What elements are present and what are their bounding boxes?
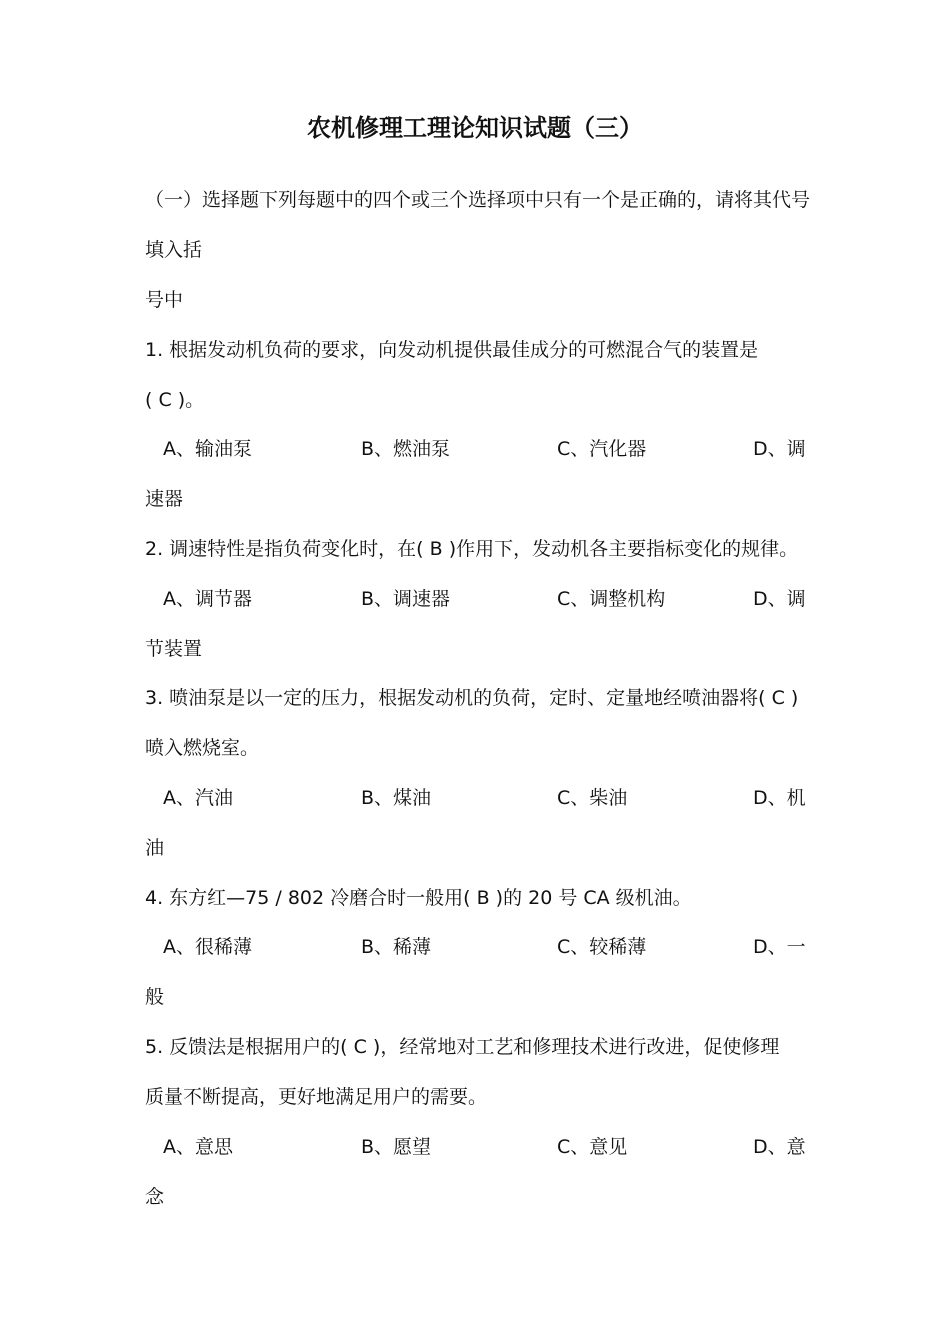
- option-d-wrap: 速器: [145, 488, 184, 510]
- option-c: C、较稀薄: [557, 936, 647, 958]
- option-c: C、汽化器: [557, 438, 647, 460]
- question-stem: 3. 喷油泵是以一定的压力，根据发动机的负荷，定时、定量地经喷油器将( C ): [145, 687, 799, 709]
- instructions-line-2: 填入括: [145, 239, 203, 261]
- option-d: D、调: [753, 588, 806, 610]
- instructions-line-1: （一）选择题下列每题中的四个或三个选择项中只有一个是正确的，请将其代号: [145, 189, 811, 211]
- option-d: D、机: [753, 787, 806, 809]
- option-b: B、稀薄: [361, 936, 432, 958]
- question-stem: 2. 调速特性是指负荷变化时，在( B )作用下，发动机各主要指标变化的规律。: [145, 538, 799, 560]
- option-c: C、柴油: [557, 787, 628, 809]
- option-b: B、调速器: [361, 588, 451, 610]
- option-d: D、意: [753, 1136, 806, 1158]
- option-a: A、汽油: [163, 787, 233, 809]
- option-d: D、一: [753, 936, 806, 958]
- option-a: A、意思: [163, 1136, 233, 1158]
- option-a: A、调节器: [163, 588, 252, 610]
- option-d-wrap: 节装置: [145, 638, 203, 660]
- question-stem: 4. 东方红—75 / 802 冷磨合时一般用( B )的 20 号 CA 级机油。: [145, 887, 692, 909]
- question-stem: 5. 反馈法是根据用户的( C )，经常地对工艺和修理技术进行改进，促使修理: [145, 1036, 780, 1058]
- document-title: 农机修理工理论知识试题（三）: [307, 114, 643, 142]
- question-stem: 喷入燃烧室。: [145, 737, 260, 759]
- option-c: C、意见: [557, 1136, 628, 1158]
- option-d-wrap: 念: [145, 1186, 165, 1208]
- option-c: C、调整机构: [557, 588, 666, 610]
- option-a: A、很稀薄: [163, 936, 252, 958]
- option-d: D、调: [753, 438, 806, 460]
- question-stem: 质量不断提高，更好地满足用户的需要。: [145, 1086, 488, 1108]
- option-b: B、煤油: [361, 787, 432, 809]
- option-d-wrap: 般: [145, 986, 165, 1008]
- option-d-wrap: 油: [145, 837, 165, 859]
- question-stem: ( C )。: [145, 389, 205, 411]
- option-a: A、输油泵: [163, 438, 252, 460]
- option-b: B、愿望: [361, 1136, 432, 1158]
- question-stem: 1. 根据发动机负荷的要求，向发动机提供最佳成分的可燃混合气的装置是: [145, 339, 759, 361]
- instructions-line-3: 号中: [145, 289, 184, 311]
- option-b: B、燃油泵: [361, 438, 451, 460]
